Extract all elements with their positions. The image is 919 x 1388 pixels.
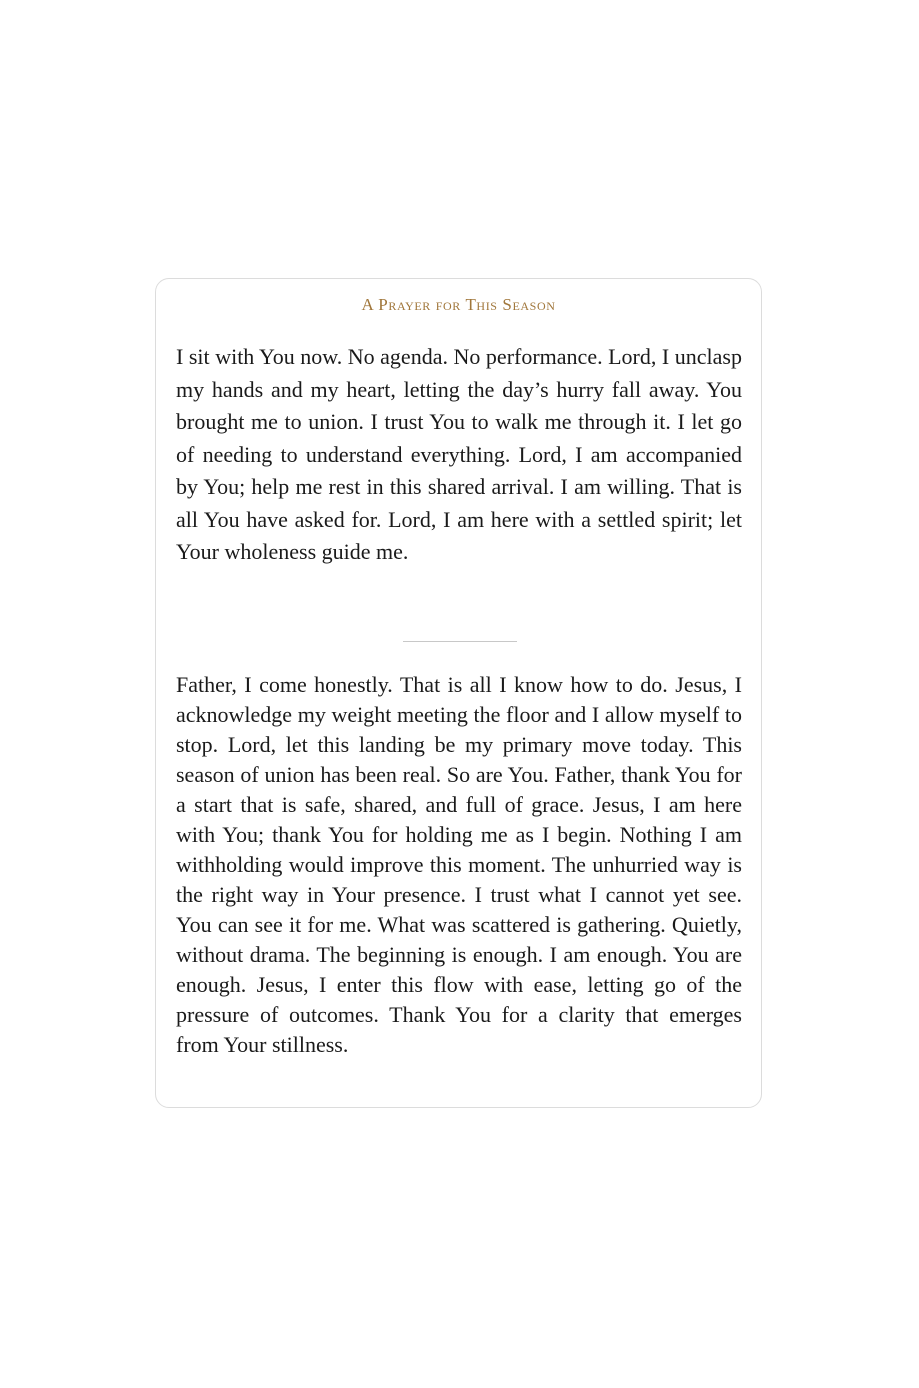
prayer-paragraph-2: Father, I come honestly. That is all I know how to do. Jesus, I acknowledge my weight meeting the floor and I allow myself to stop. Lord, let this landing be my primary move today. This season of union has been real. So are You. Father, thank You for a start that is safe, shared, and full of grace. Jesus, I am here with You; thank You for holding me as I begin. Nothing I am withholding would improve this moment. The unhurried way is the right way in Your presence. I trust what I cannot yet see. You can see it for me. What was scattered is gathering. Quietly, without drama. The beginning is enough. I am enough. You are enough. Jesus, I enter this flow with ease, letting go of the pressure of outcomes. Thank You for a clarity that emerges from Your stillness. xyxy=(176,672,742,1057)
card-title: A Prayer for This Season xyxy=(361,295,556,314)
prayer-card xyxy=(155,278,762,1108)
prayer-paragraph-1: I sit with You now. No agenda. No performance. Lord, I unclasp my hands and my heart, letting the day’s hurry fall away. You brought me to union. I trust You to walk me through it. I let go of needing to understand everything. Lord, I am accompanied by You; help me rest in this shared arrival. I am willing. That is all You have asked for. Lord, I am here with a settled spirit; let Your wholeness guide me. xyxy=(176,344,742,564)
section-divider xyxy=(403,641,517,642)
